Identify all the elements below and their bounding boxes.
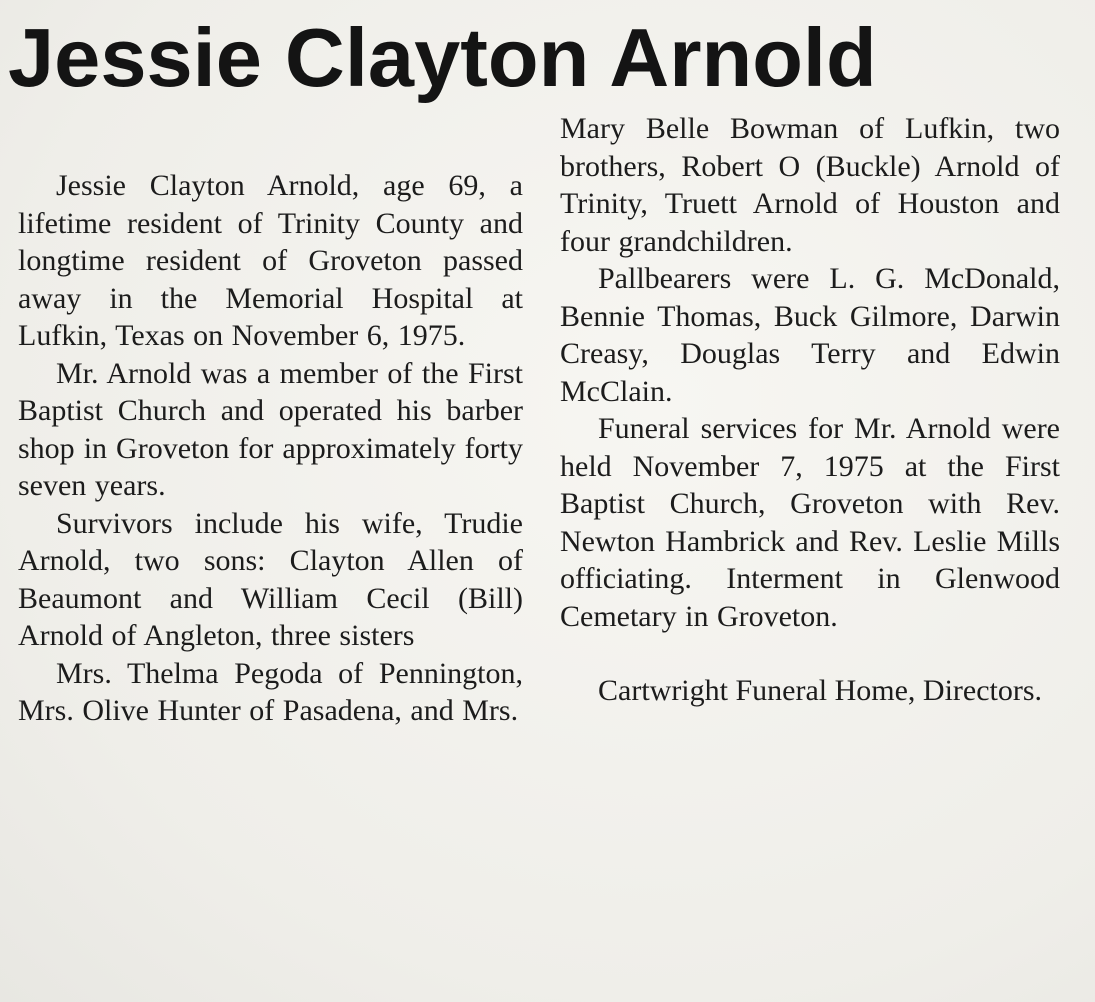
obituary-paragraph-sisters: Mrs. Thelma Pegoda of Pennington, Mrs. Olive Hunter of Pasadena, and Mrs.: [18, 656, 523, 727]
obituary-paragraph-death: Jessie Clayton Arnold, age 69, a lifetime resident of Trinity County and longtime resident of Groveton passed away in the Memorial Hospital at Lufkin, Texas on November 6, 1975.: [18, 169, 523, 352]
right-column: [560, 110, 1060, 710]
obituary-paragraph-survivors: Survivors include his wife, Trudie Arnold, two sons: Clayton Allen of Beaumont and William Cecil (Bill) Arnold of Angleton, three sisters: [18, 506, 523, 652]
funeral-home-signoff: Cartwright Funeral Home, Directors.: [598, 674, 1043, 707]
obituary-paragraph-continued: Mary Belle Bowman of Lufkin, two brothers, Robert O (Buckle) Arnold of Trinity, Truett Arnold of Houston and four grandchildren.: [560, 112, 1060, 258]
headline: Jessie Clayton Arnold: [8, 11, 877, 104]
obituary-paragraph-services: Funeral services for Mr. Arnold were held November 7, 1975 at the First Baptist Church, Groveton with Rev. Newton Hambrick and Rev. Leslie Mills officiating. Interment in Glenwood Cemetary in Groveton.: [560, 412, 1060, 633]
obituary-paragraph-pallbearers: Pallbearers were L. G. McDonald, Bennie Thomas, Buck Gilmore, Darwin Creasy, Douglas Terry and Edwin McClain.: [560, 262, 1060, 408]
obituary-paragraph-career: Mr. Arnold was a member of the First Baptist Church and operated his barber shop in Groveton for approximately forty seven years.: [18, 356, 523, 502]
left-column: [18, 167, 523, 730]
paragraph-gap: [560, 635, 1060, 672]
